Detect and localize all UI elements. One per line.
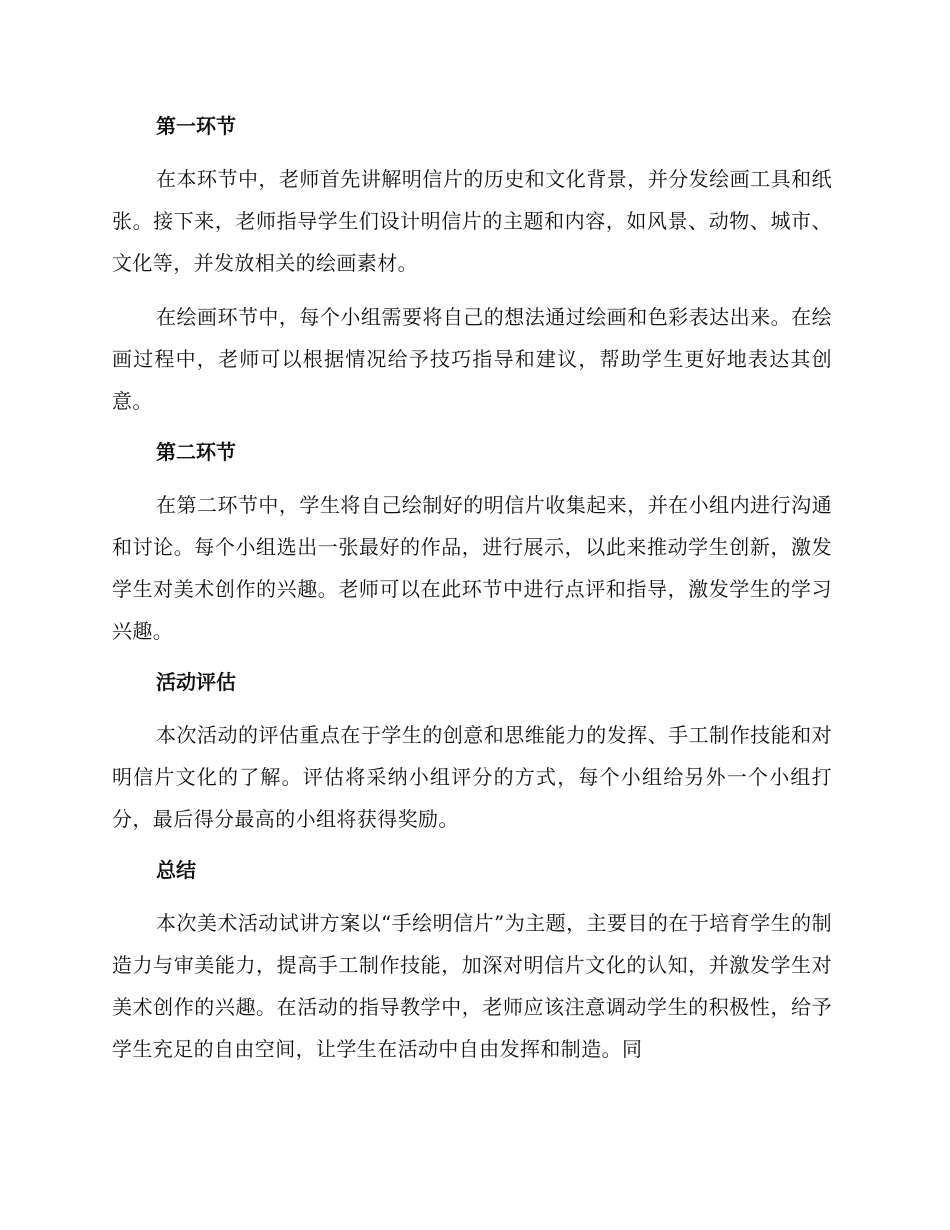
section-heading-1: 第一环节	[156, 114, 236, 138]
document-page	[112, 108, 832, 1082]
section-heading-2: 第二环节	[156, 440, 236, 464]
section-1-paragraph-1: 在本环节中，老师首先讲解明信片的历史和文化背景，并分发绘画工具和纸张。接下来，老师指导学生们设计明信片的主题和内容，如风景、动物、城市、文化等，并发放相关的绘画素材。	[112, 167, 832, 275]
section-2-paragraph-1: 在第二环节中，学生将自己绘制好的明信片收集起来，并在小组内进行沟通和讨论。每个小组选出一张最好的作品，进行展示，以此来推动学生创新，激发学生对美术创作的兴趣。老师可以在此环节中进行点评和指导，激发学生的学习兴趣。	[112, 493, 832, 643]
section-3-paragraph-1: 本次活动的评估重点在于学生的创意和思维能力的发挥、手工制作技能和对明信片文化的了解。评估将采纳小组评分的方式，每个小组给另外一个小组打分，最后得分最高的小组将获得奖励。	[112, 723, 832, 831]
section-heading-4: 总结	[156, 858, 196, 882]
section-1-paragraph-2: 在绘画环节中，每个小组需要将自己的想法通过绘画和色彩表达出来。在绘画过程中，老师可以根据情况给予技巧指导和建议，帮助学生更好地表达其创意。	[112, 305, 832, 413]
section-4-paragraph-1: 本次美术活动试讲方案以“手绘明信片”为主题，主要目的在于培育学生的制造力与审美能力，提高手工制作技能，加深对明信片文化的认知，并激发学生对美术创作的兴趣。在活动的指导教学中，老师应该注意调动学生的积极性，给予学生充足的自由空间，让学生在活动中自由发挥和制造。同	[112, 911, 832, 1061]
section-heading-3: 活动评估	[156, 670, 236, 694]
